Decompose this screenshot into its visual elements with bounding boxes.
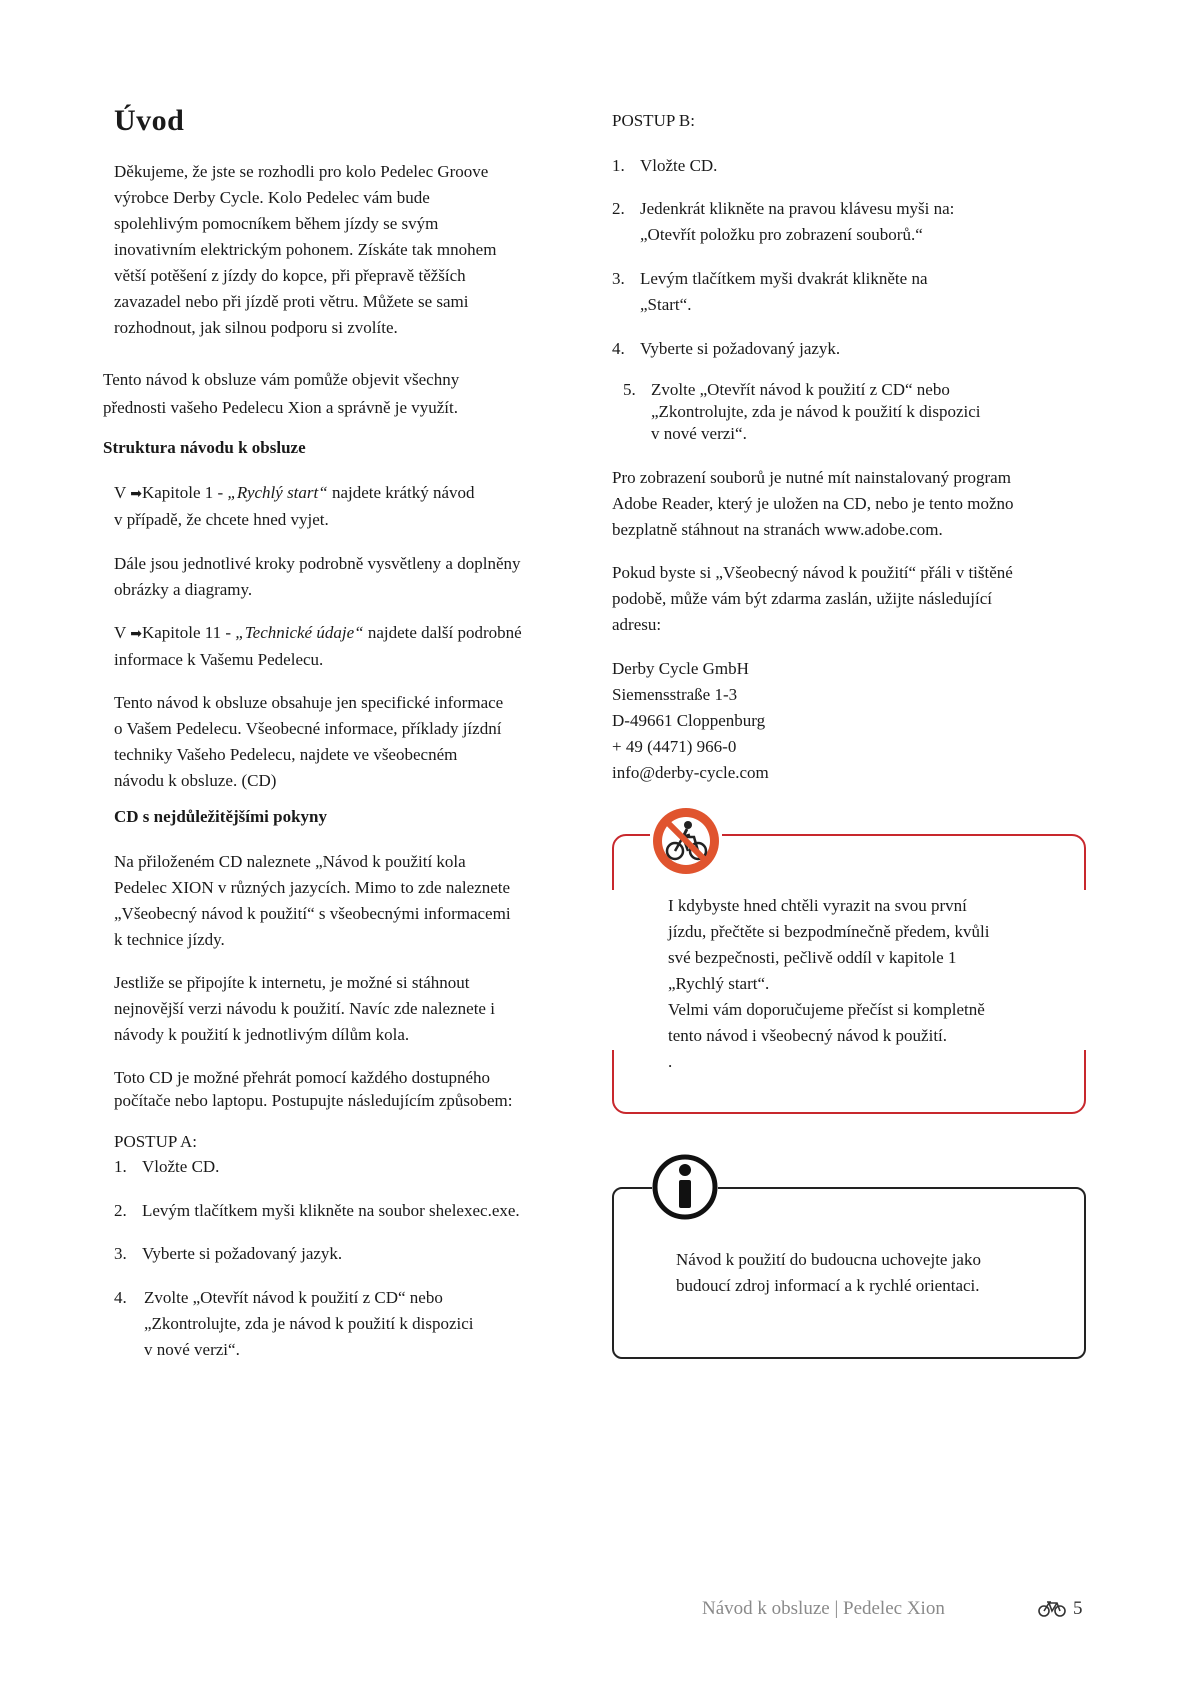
warning-box-gap-left [608, 890, 614, 1050]
postup-a-step-4: 4. Zvolte „Otevřít návod k použití z CD“ nebo „Zkontrolujte, zda je návod k použití k dispozici v nové verzi“. [114, 1288, 474, 1359]
postup-b-step-4: 4. Vyberte si požadovaný jazyk. [612, 339, 841, 358]
detail-paragraph: Dále jsou jednotlivé kroky podrobně vysvětleny a doplněny obrázky a diagramy. [114, 554, 521, 599]
intro-paragraph: Děkujeme, že jste se rozhodli pro kolo Pedelec Groove výrobce Derby Cycle. Kolo Pedelec vám bude spolehlivým pomocníkem během jízdy se svým inovativním elektrickým pohonem. Získáte tak mnohem větší potěšení z jízdy do kopce, při přepravě těžších zavazadel nebo při jízdě proti větru. Můžete se sami rozhodnout, jak silnou podporu si zvolíte. [114, 162, 497, 337]
cd-paragraph: Na přiloženém CD naleznete „Návod k použití kola Pedelec XION v různých jazycích. Mimo to zde naleznete „Všeobecný návod k použití“ s všeobecnými informacemi k technice jízdy. [114, 852, 511, 949]
warning-text: I kdybyste hned chtěli vyrazit na svou první jízdu, přečtěte si bezpodmínečně předem, kvůli své bezpečnosti, pečlivě oddíl v kapitole 1 „Rychlý start“. Velmi vám doporučujeme přečíst si kompletně tento návod i všeobecný návod k použití. . [668, 896, 990, 1071]
postup-b-heading: POSTUP B: [612, 111, 695, 130]
cd-play-paragraph: Toto CD je možné přehrát pomocí každého dostupného počítače nebo laptopu. Postupujte následujícím způsobem: [114, 1068, 513, 1110]
chapter1-reference: V ➡Kapitole 1 - „Rychlý start“ najdete krátký návod v případě, že chcete hned vyjet. [114, 483, 475, 529]
structure-heading: Struktura návodu k obsluze [103, 438, 306, 457]
postup-a-step-1: 1. Vložte CD. [114, 1157, 220, 1176]
specific-paragraph: Tento návod k obsluze obsahuje jen specifické informace o Vašem Pedelecu. Všeobecné informace, příklady jízdní techniky Vašeho Pedelecu, najdete ve všeobecném návodu k obsluze. (CD) [114, 693, 504, 790]
email-link[interactable]: info@derby-cycle.com [612, 763, 769, 782]
postup-b-step-5: 5. Zvolte „Otevřít návod k použití z CD“ nebo „Zkontrolujte, zda je návod k použití k dispozici v nové verzi“. [623, 380, 981, 443]
arrow-right-icon: ➡ [130, 486, 142, 502]
cd-heading: CD s nejdůležitějšími pokyny [114, 807, 327, 826]
postup-b-step-3: 3. Levým tlačítkem myši dvakrát klikněte na „Start“. [612, 269, 928, 314]
intro2-paragraph: Tento návod k obsluze vám pomůže objevit všechny přednosti vašeho Pedelecu Xion a správně je využít. [103, 370, 460, 417]
page-number: 5 [1073, 1598, 1083, 1619]
postup-a-heading: POSTUP A: [114, 1132, 197, 1151]
internet-paragraph: Jestliže se připojíte k internetu, je možné si stáhnout nejnovější verzi návodu k použití. Navíc zde naleznete i návody k použití k jednotlivým dílům kola. [114, 973, 495, 1044]
arrow-right-icon: ➡ [130, 626, 142, 642]
adobe-paragraph: Pro zobrazení souborů je nutné mít nainstalovaný program Adobe Reader, který je uložen na CD, nebo je tento možno bezplatně stáhnout na stranách www.adobe.com. [612, 468, 1014, 539]
footer-text: Návod k obsluze | Pedelec Xion [702, 1598, 945, 1619]
postup-a-step-2: 2. Levým tlačítkem myši klikněte na soubor shelexec.exe. [114, 1201, 520, 1220]
postup-b-step-1: 1. Vložte CD. [612, 156, 718, 175]
address-block: Derby Cycle GmbH Siemensstraße 1-3 D-49661 Cloppenburg + 49 (4471) 966-0 info@derby-cycle.com [612, 656, 769, 786]
no-cycling-sign-icon [650, 805, 722, 877]
printed-paragraph: Pokud byste si „Všeobecný návod k použití“ přáli v tištěné podobě, může vám být zdarma zaslán, užijte následující adresu: [612, 563, 1013, 634]
chapter11-reference: V ➡Kapitole 11 - „Technické údaje“ najdete další podrobné informace k Vašemu Pedelecu. [114, 623, 522, 669]
bicycle-icon [1038, 1600, 1066, 1618]
info-icon [650, 1152, 720, 1222]
postup-a-step-3: 3. Vyberte si požadovaný jazyk. [114, 1244, 343, 1263]
page-title: Úvod [114, 104, 185, 137]
info-text: Návod k použití do budoucna uchovejte jako budoucí zdroj informací a k rychlé orientaci. [676, 1250, 981, 1295]
postup-b-step-2: 2. Jedenkrát klikněte na pravou klávesu myši na: „Otevřít položku pro zobrazení souborů.“ [612, 199, 955, 244]
warning-box-gap-right [1080, 890, 1086, 1050]
